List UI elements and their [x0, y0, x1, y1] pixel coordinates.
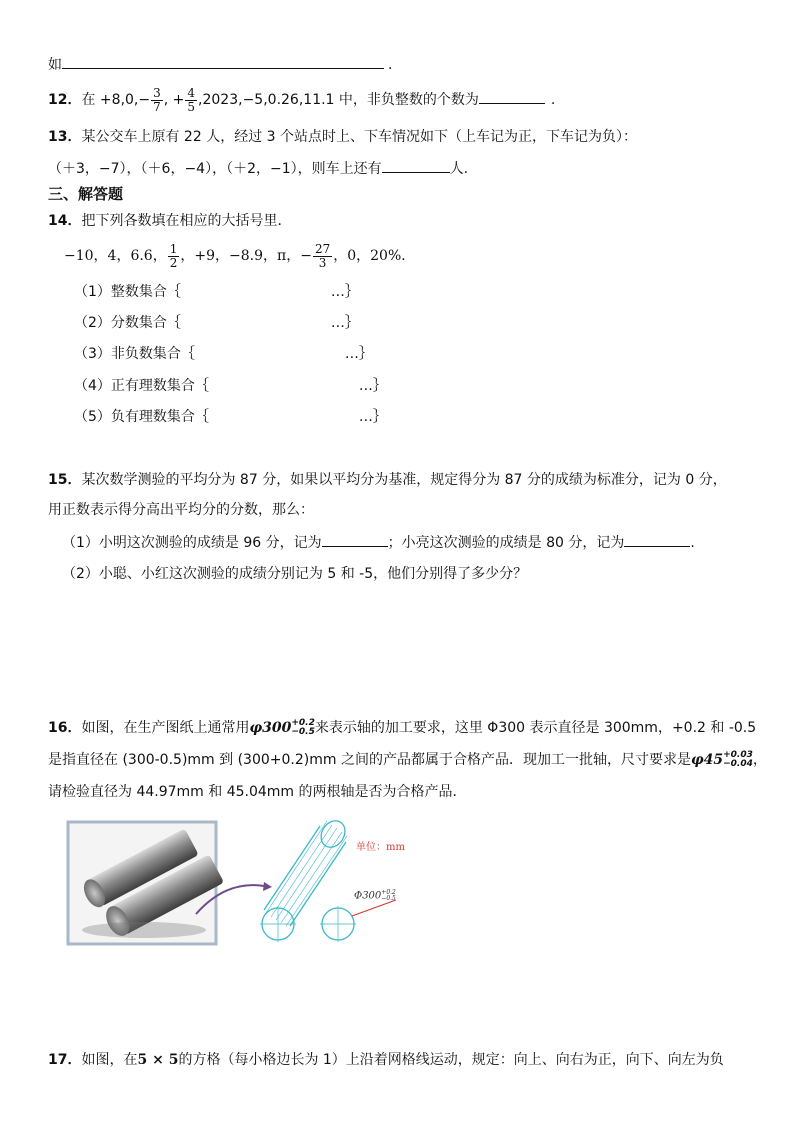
- section-title: 三、解答题: [48, 185, 124, 203]
- question-15-part2: （2）小聪、小红这次测验的成绩分别记为 5 和 -5，他们分别得了多少分？: [62, 566, 528, 582]
- dimension-label: Φ300 +0.2 −0.5: [354, 889, 396, 902]
- question-12: 12．在 +8,0,− $\frac{3}{7}$ , + $\frac{4}{5}$ ,2023,−5,0.26,11.1 中，非负整数的个数为 .: [48, 85, 556, 114]
- answer-blank[interactable]: [62, 54, 384, 69]
- question-13-line2: （＋3，−7），（＋6，−4），（＋2，−1），则车上还有 人.: [48, 158, 468, 179]
- tolerance: +0.03 −0.04: [723, 750, 753, 769]
- fraction: $\frac{27}{3}$: [314, 241, 331, 270]
- question-16-line1: 16．如图，在生产图纸上通常用φ300 +0.2 −0.5 来表示轴的加工要求，这里 Φ300 表示直径是 300mm，+0.2 和 -0.5: [48, 718, 757, 737]
- set-negative-rational: （5）负有理数集合｛ …｝: [74, 409, 387, 425]
- tolerance: +0.2 −0.5: [291, 718, 315, 737]
- answer-blank[interactable]: [322, 532, 388, 547]
- unit-label: 单位：mm: [356, 842, 405, 853]
- q11-tail: 如 .: [48, 54, 392, 75]
- answer-blank[interactable]: [382, 158, 450, 173]
- question-15-line1: 15．某次数学测验的平均分为 87 分，如果以平均分为基准，规定得分为 87 分的成绩为标准分，记为 0 分，: [48, 472, 727, 488]
- question-14-numbers: −10，4，6.6， $\frac{1}{2}$ ，+9，−8.9，π，− $\frac{27}{3}$ ，0，20%．: [64, 241, 416, 270]
- question-17: 17．如图，在5 × 5的方格（每小格边长为 1）上沿着网格线运动，规定：向上、向右为正，向下、向左为负: [48, 1052, 724, 1068]
- answer-blank[interactable]: [479, 89, 545, 104]
- set-integers: （1）整数集合｛ …｝: [74, 284, 359, 300]
- answer-blank[interactable]: [624, 532, 690, 547]
- set-nonnegative: （3）非负数集合｛ …｝: [74, 346, 373, 362]
- fraction: $\frac{4}{5}$: [187, 85, 196, 114]
- question-15-line2: 用正数表示得分高出平均分的分数，那么：: [48, 502, 314, 518]
- fraction: $\frac{1}{2}$: [169, 241, 178, 270]
- fraction: $\frac{3}{7}$: [153, 85, 161, 114]
- shaft-drawing: [260, 816, 356, 942]
- shaft-figure: [66, 812, 436, 948]
- shaft-figure-svg: [66, 812, 436, 948]
- question-14-intro: 14．把下列各数填在相应的大括号里．: [48, 213, 292, 229]
- set-positive-rational: （4）正有理数集合｛ …｝: [74, 378, 387, 394]
- question-13-line1: 13．某公交车上原有 22 人，经过 3 个站点时上、下车情况如下（上车记为正，下车记为负）：: [48, 129, 638, 145]
- question-16-line3: 请检验直径为 44.97mm 和 45.04mm 的两根轴是否为合格产品．: [48, 784, 467, 800]
- question-15-part1: （1）小明这次测验的成绩是 96 分，记为 ；小亮这次测验的成绩是 80 分，记为 .: [62, 532, 695, 553]
- question-16-line2: 是指直径在 (300-0.5)mm 到 (300+0.2)mm 之间的产品都属于合格产品．现加工一批轴，尺寸要求是φ45 +0.03 −0.04 ，: [48, 750, 767, 769]
- set-fractions: （2）分数集合｛ …｝: [74, 315, 359, 331]
